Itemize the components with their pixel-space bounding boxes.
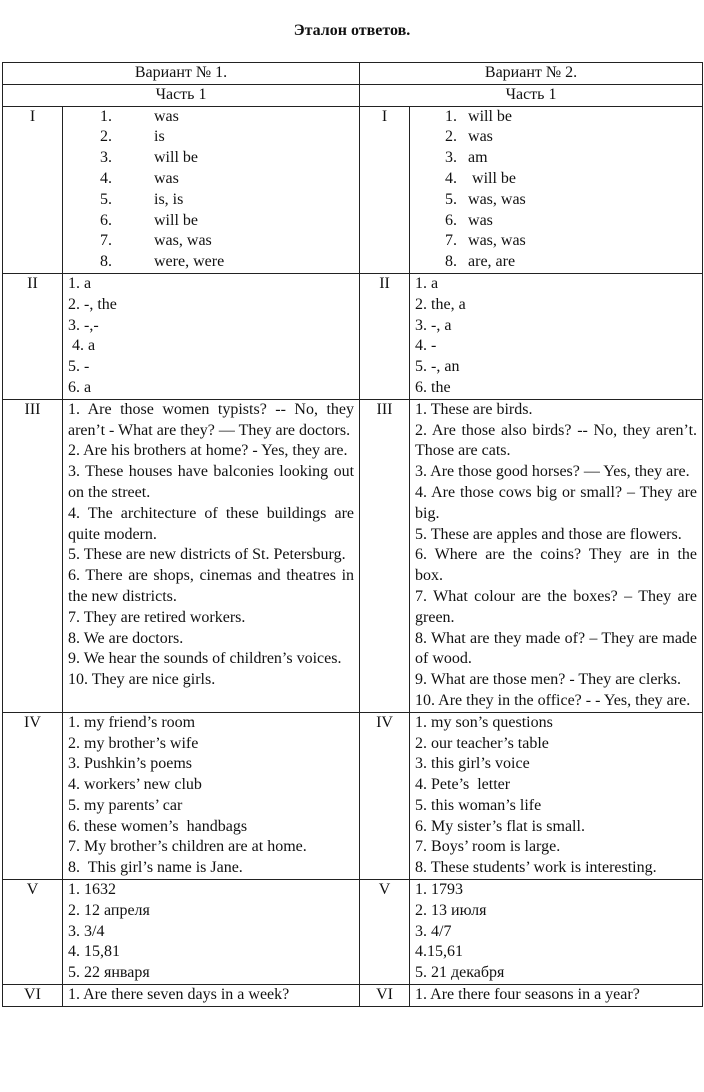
answer-paragraph: 2. Are his brothers at home? - Yes, they are. — [68, 442, 348, 460]
answer-line: 2. 12 апреля — [68, 901, 150, 919]
answer-paragraph: 10. They are nice girls. — [68, 671, 216, 689]
answer-line: 1. 1793 — [415, 881, 464, 899]
answer-paragraph: 8. What are they made of? – They are made of wood. — [415, 629, 698, 668]
answer-line: 4. a — [68, 337, 96, 355]
answer-paragraph: 8. We are doctors. — [68, 629, 184, 647]
section-row-VI — [3, 985, 703, 1007]
answer-list — [415, 107, 697, 273]
answer-paragraph: 4. The architecture of these buildings are quite modern. — [68, 504, 355, 543]
variant-1-answers — [63, 399, 360, 712]
answer-paragraph: 2. Are those also birds? -- No, they aren’t. Those are cats. — [415, 421, 698, 460]
answer-line: 2. our teacher’s table — [415, 734, 549, 752]
variant-1-answers — [63, 273, 360, 399]
answer-line: 3. -,- — [68, 316, 99, 334]
answer-line: 1. my friend’s room — [68, 713, 196, 731]
variant-2-answers — [410, 712, 703, 879]
list-item: 6. was — [445, 211, 493, 229]
answer-line: 4. 15,81 — [68, 943, 120, 961]
answer-line: 2. -, the — [68, 295, 117, 313]
variant-2-part: Часть 1 — [360, 84, 703, 106]
list-item: 5. was, was — [445, 190, 526, 208]
section-label: IV — [360, 712, 410, 879]
variant-2-answers — [410, 985, 703, 1007]
answer-line: 4. - — [415, 337, 437, 355]
section-row-III — [3, 399, 703, 712]
list-item: 2. was — [445, 128, 493, 146]
answer-paragraph: 7. What colour are the boxes? – They are green. — [415, 587, 698, 626]
answer-line: 5. 21 декабря — [415, 964, 505, 982]
section-label: VI — [3, 985, 63, 1007]
section-label: III — [3, 399, 63, 712]
variant-1-header: Вариант № 1. — [3, 63, 360, 85]
section-label: V — [3, 880, 63, 985]
answer-paragraph: 9. We hear the sounds of children’s voices. — [68, 650, 342, 668]
answer-line: 7. Boys’ room is large. — [415, 838, 561, 856]
answer-line: 1. Are there seven days in a week? — [68, 986, 290, 1004]
answer-line: 3. this girl’s voice — [415, 755, 530, 773]
answer-line: 1. my son’s questions — [415, 713, 553, 731]
answer-line: 1. a — [415, 274, 439, 292]
answer-paragraph: 4. Are those cows big or small? – They are big. — [415, 483, 698, 522]
answer-line: 1. Are there four seasons in a year? — [415, 986, 640, 1004]
section-label: V — [360, 880, 410, 985]
answer-line: 2. 13 июля — [415, 901, 487, 919]
answer-paragraph: 3. Are those good horses? — Yes, they are. — [415, 463, 690, 481]
answer-paragraph: 6. There are shops, cinemas and theatres in the new districts. — [68, 567, 355, 605]
answer-paragraph: 6. Where are the coins? They are in the box. — [415, 546, 698, 585]
answer-line: 5. 22 января — [68, 964, 150, 982]
variant-1-answers — [63, 880, 360, 985]
answer-paragraph: 5. These are new districts of St. Petersburg. — [68, 546, 346, 564]
answer-key-table — [2, 62, 703, 1007]
variant-2-answers — [410, 106, 703, 273]
section-label: VI — [360, 985, 410, 1007]
answer-line: 3. 3/4 — [68, 922, 105, 940]
answer-line: 1. 1632 — [68, 881, 116, 899]
list-item: 8. are, are — [445, 253, 516, 271]
variant-1-answers — [63, 106, 360, 273]
variant-1-part: Часть 1 — [3, 84, 360, 106]
list-item: 8. were, were — [100, 253, 225, 271]
answer-line: 5. my parents’ car — [68, 796, 183, 814]
answer-line: 8. This girl’s name is Jane. — [68, 859, 243, 877]
list-item: 6. will be — [100, 211, 198, 229]
variant-1-answers — [63, 712, 360, 879]
answer-paragraph: 1. These are birds. — [415, 400, 533, 418]
list-item: 3. will be — [100, 149, 198, 167]
part-header-row — [3, 84, 703, 106]
list-item: 7. was, was — [445, 232, 526, 250]
variant-header-row — [3, 63, 703, 85]
section-label: I — [360, 106, 410, 273]
answer-line: 3. 4/7 — [415, 922, 452, 940]
answer-line: 1. a — [68, 274, 92, 292]
answer-line: 6. My sister’s flat is small. — [415, 817, 585, 835]
section-label: I — [3, 106, 63, 273]
section-label: II — [360, 273, 410, 399]
answer-paragraph: 5. These are apples and those are flowers. — [415, 525, 682, 543]
variant-2-header: Вариант № 2. — [360, 63, 703, 85]
variant-2-answers — [410, 880, 703, 985]
section-label: III — [360, 399, 410, 712]
answer-line: 5. -, an — [415, 358, 460, 376]
answer-line: 3. Pushkin’s poems — [68, 755, 193, 773]
answer-paragraph: 9. What are those men? - They are clerks. — [415, 671, 681, 689]
section-row-I — [3, 106, 703, 273]
answer-line: 2. my brother’s wife — [68, 734, 199, 752]
answer-line: 4. Pete’s letter — [415, 776, 511, 794]
answer-line: 4. workers’ new club — [68, 776, 202, 794]
answer-list — [68, 107, 354, 273]
variant-2-answers — [410, 273, 703, 399]
list-item: 4. was — [100, 169, 179, 187]
list-item: 2. is — [100, 128, 165, 146]
section-label: IV — [3, 712, 63, 879]
list-item: 4. will be — [445, 169, 517, 187]
list-item: 7. was, was — [100, 232, 212, 250]
list-item: 1. will be — [445, 107, 513, 125]
variant-1-answers — [63, 985, 360, 1007]
answer-paragraph: 1. Are those women typists? -- No, they aren’t - What are they? — They are doctors. — [68, 400, 355, 439]
answer-line: 6. the — [415, 378, 451, 396]
section-row-V — [3, 880, 703, 985]
section-label: II — [3, 273, 63, 399]
answer-paragraph: 10. Are they in the office? - - Yes, they are. — [415, 691, 691, 709]
page-title: Эталон ответов. — [293, 22, 411, 39]
section-row-II — [3, 273, 703, 399]
answer-line: 3. -, a — [415, 316, 452, 334]
answer-line: 4.15,61 — [415, 943, 464, 961]
answer-line: 6. these women’s handbags — [68, 817, 248, 835]
answer-line: 2. the, a — [415, 295, 466, 313]
answer-line: 5. - — [68, 358, 90, 376]
variant-2-answers — [410, 399, 703, 712]
answer-paragraph: 3. These houses have balconies looking out on the street. — [68, 463, 355, 501]
answer-line: 8. These students’ work is interesting. — [415, 859, 657, 877]
answer-line: 5. this woman’s life — [415, 796, 542, 814]
answer-line: 7. My brother’s children are at home. — [68, 838, 307, 856]
answer-line: 6. a — [68, 378, 92, 396]
list-item: 1. was — [100, 107, 179, 125]
section-row-IV — [3, 712, 703, 879]
answer-paragraph: 7. They are retired workers. — [68, 608, 246, 626]
list-item: 3. am — [445, 149, 488, 167]
list-item: 5. is, is — [100, 190, 184, 208]
